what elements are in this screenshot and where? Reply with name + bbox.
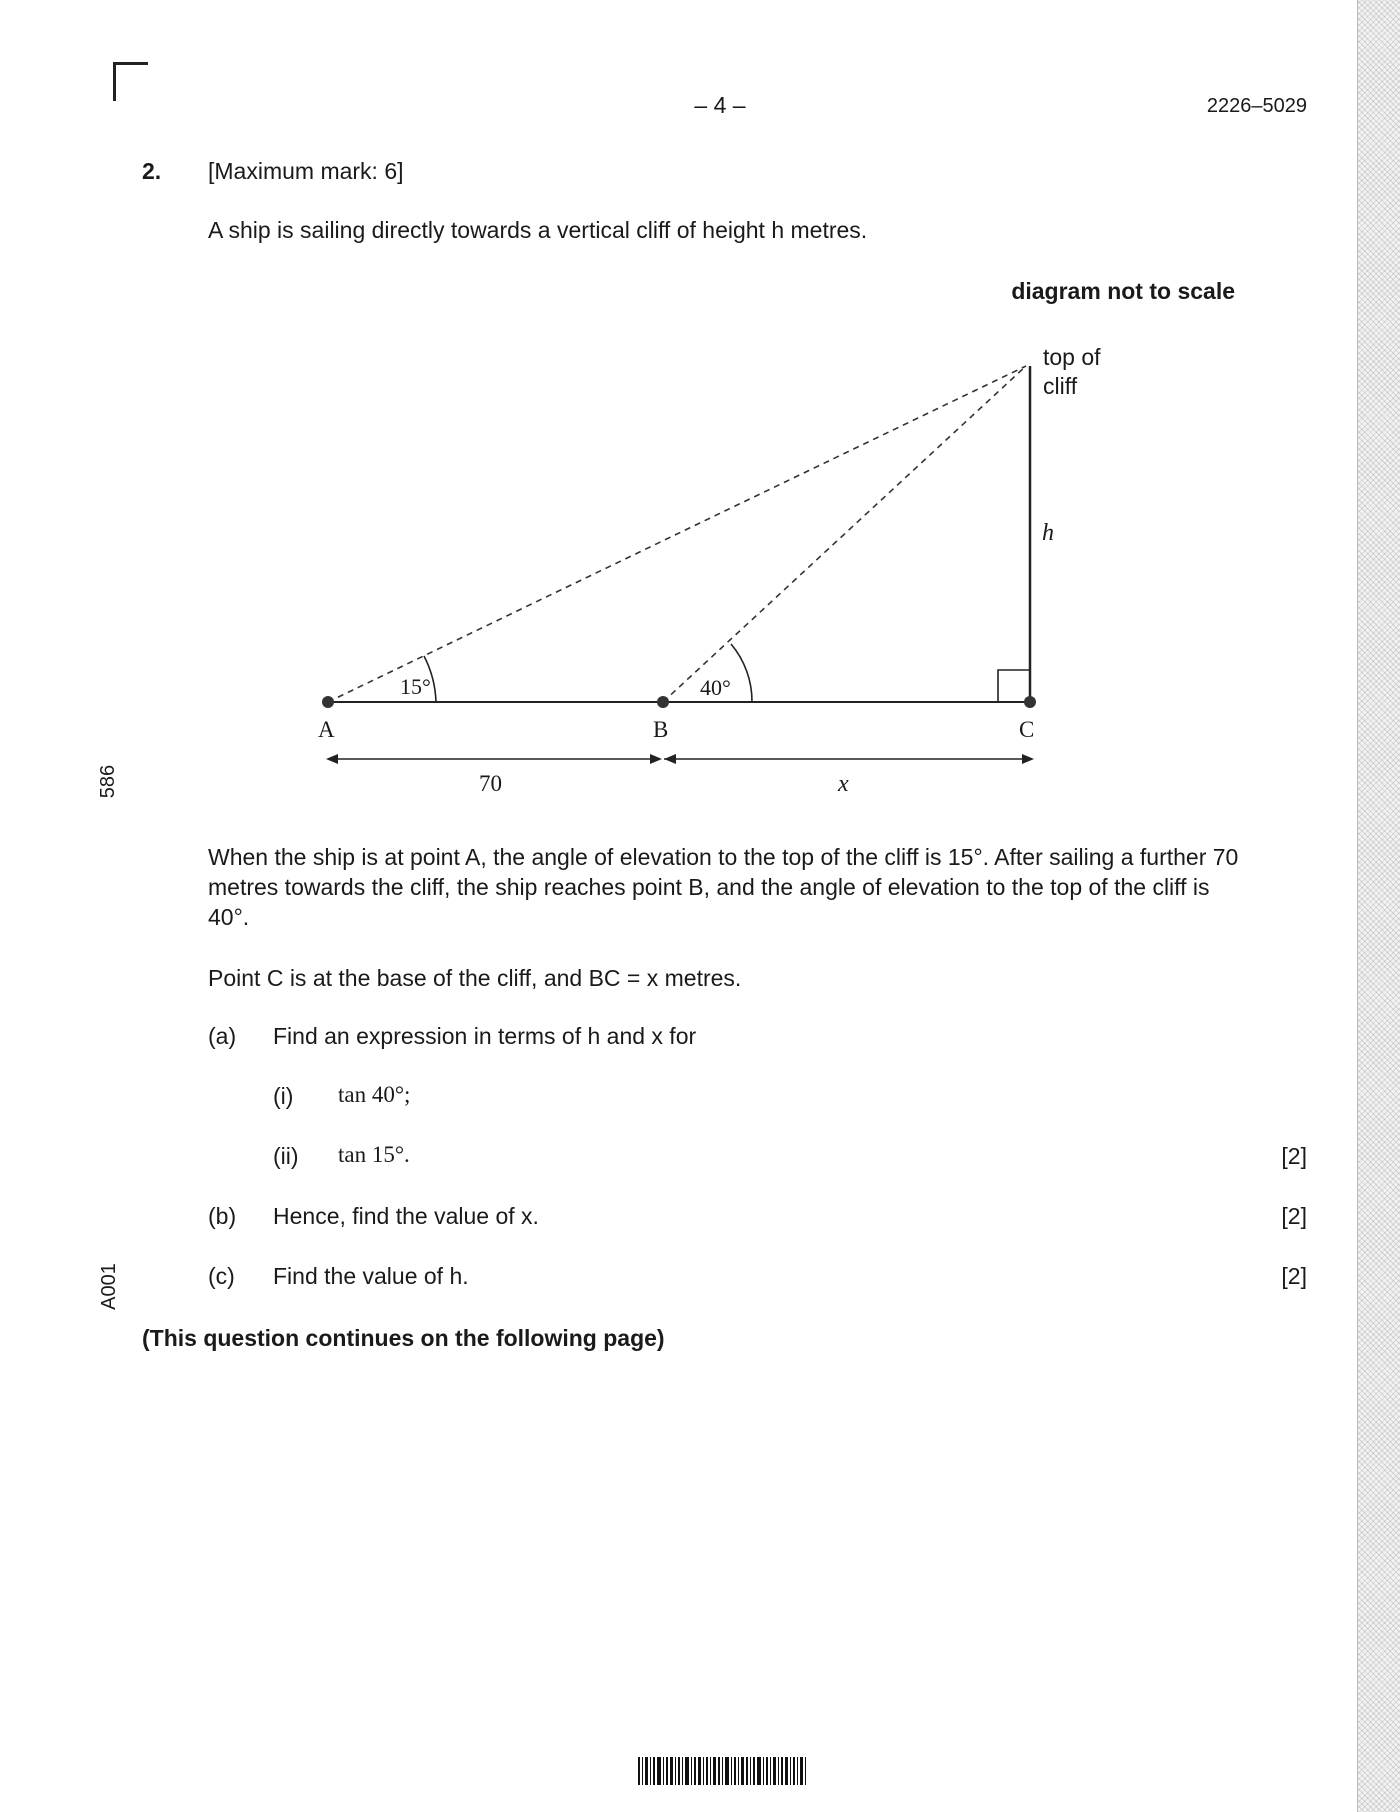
part-b-text: Hence, find the value of x. — [273, 1203, 539, 1229]
right-angle-marker — [998, 670, 1030, 702]
arrow-bc-right — [1022, 754, 1034, 764]
part-aii-label: (ii) — [273, 1143, 299, 1169]
question-paragraph-2: Point C is at the base of the cliff, and BC = x metres. — [208, 965, 742, 991]
top-of-cliff-label-line1: top of — [1043, 344, 1101, 370]
distance-ab-label: 70 — [479, 771, 502, 796]
top-of-cliff-label-line2: cliff — [1043, 373, 1078, 399]
point-a-dot — [322, 696, 334, 708]
cliff-diagram — [0, 0, 1400, 820]
barcode-image — [638, 1757, 806, 1785]
point-a-label: A — [318, 717, 335, 742]
point-c-dot — [1024, 696, 1036, 708]
question-paragraph-1: When the ship is at point A, the angle of elevation to the top of the cliff is 15°. After sailing a further 70 metres towards the cliff, the ship reaches point B, and the angle of elevation to the top of the cliff is 40°. — [208, 844, 1239, 930]
part-c-text: Find the value of h. — [273, 1263, 469, 1289]
point-b-dot — [657, 696, 669, 708]
arrow-ab-left — [326, 754, 338, 764]
question-max-mark: [Maximum mark: 6] — [208, 158, 404, 184]
part-b-mark: [2] — [1281, 1203, 1307, 1229]
continues-note: (This question continues on the following page) — [142, 1325, 665, 1351]
line-a-to-top — [328, 366, 1026, 702]
part-b-label: (b) — [208, 1203, 237, 1229]
side-code-bottom: A001 — [97, 1263, 120, 1310]
angle-arc-b — [731, 644, 752, 702]
height-label: h — [1042, 520, 1054, 546]
question-number: 2. — [142, 158, 162, 184]
angle-b-label: 40° — [700, 675, 731, 700]
part-a-text: Find an expression in terms of h and x for — [273, 1023, 697, 1049]
angle-a-label: 15° — [400, 674, 431, 699]
paper-code: 2226–5029 — [1206, 95, 1307, 117]
part-c-mark: [2] — [1281, 1263, 1307, 1289]
page-number: – 4 – — [694, 92, 746, 118]
distance-bc-label: x — [838, 771, 849, 797]
part-aii-text: tan 15°. — [338, 1142, 410, 1167]
question-intro: A ship is sailing directly towards a vertical cliff of height h metres. — [208, 217, 868, 243]
line-b-to-top — [663, 366, 1026, 702]
diagram-note: diagram not to scale — [1011, 278, 1235, 304]
arrow-ab-right — [650, 754, 662, 764]
part-ai-label: (i) — [273, 1083, 294, 1109]
part-ai-text: tan 40°; — [338, 1082, 411, 1107]
part-c-label: (c) — [208, 1263, 235, 1289]
part-a-label: (a) — [208, 1023, 237, 1049]
point-c-label: C — [1019, 717, 1035, 742]
side-code-top: 586 — [97, 764, 120, 799]
point-b-label: B — [653, 717, 669, 742]
arrow-bc-left — [664, 754, 676, 764]
part-a-mark: [2] — [1281, 1143, 1307, 1169]
